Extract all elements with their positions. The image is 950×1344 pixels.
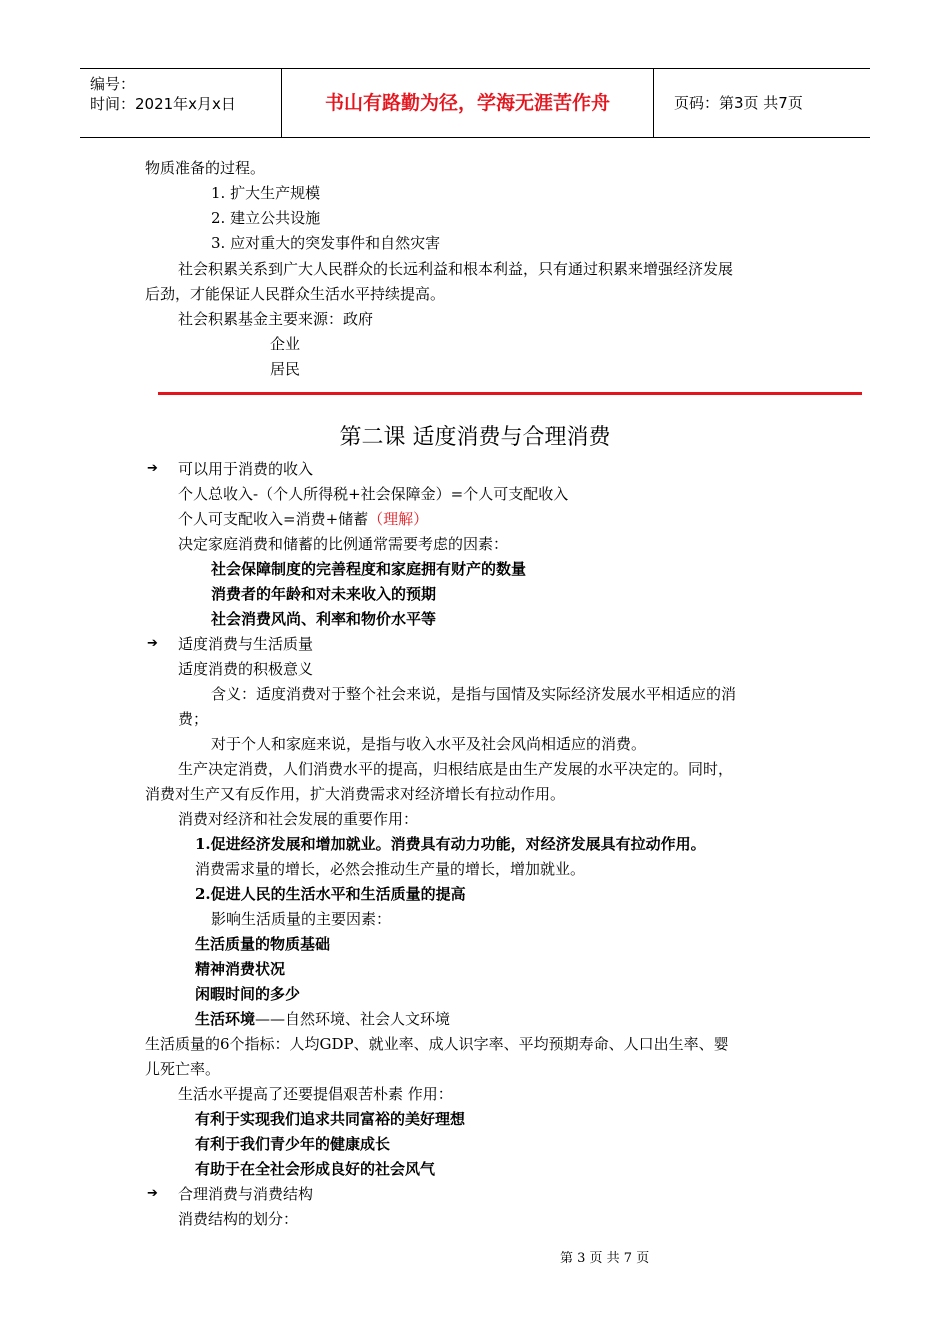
list-item: 社会消费风尚、利率和物价水平等: [211, 610, 437, 628]
text-line: 个人可支配收入=消费+储蓄（理解）: [178, 510, 429, 528]
list-item: 生活环境——自然环境、社会人文环境: [195, 1010, 451, 1028]
text-line: 对于个人和家庭来说，是指与收入水平及社会风尚相适应的消费。: [211, 735, 647, 753]
lesson-title: 第二课 适度消费与合理消费: [339, 425, 611, 450]
list-item: 有利于实现我们追求共同富裕的美好理想: [195, 1110, 466, 1128]
text-line: 社会积累关系到广大人民群众的长远利益和根本利益，只有通过积累来增强经济发展: [178, 260, 734, 278]
header-motto: 书山有路勤为径，学海无涯苦作舟: [282, 69, 654, 137]
date-label: 时间：2021年x月x日: [90, 95, 236, 113]
note-red: （理解）: [368, 510, 429, 528]
arrow-icon: ➔: [147, 636, 158, 651]
list-item: 有助于在全社会形成良好的社会风气: [195, 1160, 436, 1178]
text-line: 消费对经济和社会发展的重要作用：: [178, 810, 419, 828]
text-line: 消费对生产又有反作用，扩大消费需求对经济增长有拉动作用。: [145, 785, 566, 803]
header-info-cell: [80, 69, 282, 137]
text-line: 1.促进经济发展和增加就业。消费具有动力功能，对经济发展具有拉动作用。: [195, 835, 706, 853]
text-line: 含义：适度消费对于整个社会来说，是指与国情及实际经济发展水平相适应的消: [211, 685, 737, 703]
list-item: 生活质量的物质基础: [195, 935, 331, 953]
text-line: 决定家庭消费和储蓄的比例通常需要考虑的因素：: [178, 535, 509, 553]
text-line: 消费需求量的增长，必然会推动生产量的增长，增加就业。: [195, 860, 586, 878]
header-page-label: 页码：第3页 共7页: [674, 94, 803, 112]
text-line: 物质准备的过程。: [145, 159, 266, 177]
red-divider: [158, 392, 862, 395]
text-line: 儿死亡率。: [145, 1060, 221, 1078]
section-heading: 合理消费与消费结构: [178, 1185, 314, 1203]
list-item: 社会保障制度的完善程度和家庭拥有财产的数量: [211, 560, 527, 578]
list-item: 闲暇时间的多少: [195, 985, 301, 1003]
text-line: 影响生活质量的主要因素：: [211, 910, 392, 928]
page-footer: 第 3 页 共 7 页: [560, 1251, 650, 1266]
page-header: [80, 68, 870, 138]
text-line: 居民: [270, 360, 301, 378]
text-line: 适度消费的积极意义: [178, 660, 314, 678]
section-heading: 可以用于消费的收入: [178, 460, 314, 478]
list-item: 精神消费状况: [195, 960, 286, 978]
code-label: 编号：: [90, 75, 136, 93]
text-line: 后劲，才能保证人民群众生活水平持续提高。: [145, 285, 446, 303]
text-line: 社会积累基金主要来源：政府: [178, 310, 374, 328]
text-line: 个人总收入-（个人所得税+社会保障金）=个人可支配收入: [178, 485, 569, 503]
list-item: 消费者的年龄和对未来收入的预期: [211, 585, 437, 603]
list-item: 有利于我们青少年的健康成长: [195, 1135, 391, 1153]
text-line: 生活质量的6个指标：人均GDP、就业率、成人识字率、平均预期寿命、人口出生率、婴: [145, 1035, 729, 1053]
text-line: 消费结构的划分：: [178, 1210, 299, 1228]
text-line: 企业: [270, 335, 301, 353]
text-line: 生产决定消费，人们消费水平的提高，归根结底是由生产发展的水平决定的。同时，: [178, 760, 734, 778]
text-line: 生活水平提高了还要提倡艰苦朴素 作用：: [178, 1085, 453, 1103]
arrow-icon: ➔: [147, 461, 158, 476]
text-line: 费；: [178, 710, 209, 728]
text-line: 2.促进人民的生活水平和生活质量的提高: [195, 885, 466, 903]
list-item: 3. 应对重大的突发事件和自然灾害: [211, 234, 441, 252]
section-heading: 适度消费与生活质量: [178, 635, 314, 653]
list-item: 2. 建立公共设施: [211, 209, 321, 227]
arrow-icon: ➔: [147, 1186, 158, 1201]
list-item: 1. 扩大生产规模: [211, 184, 321, 202]
